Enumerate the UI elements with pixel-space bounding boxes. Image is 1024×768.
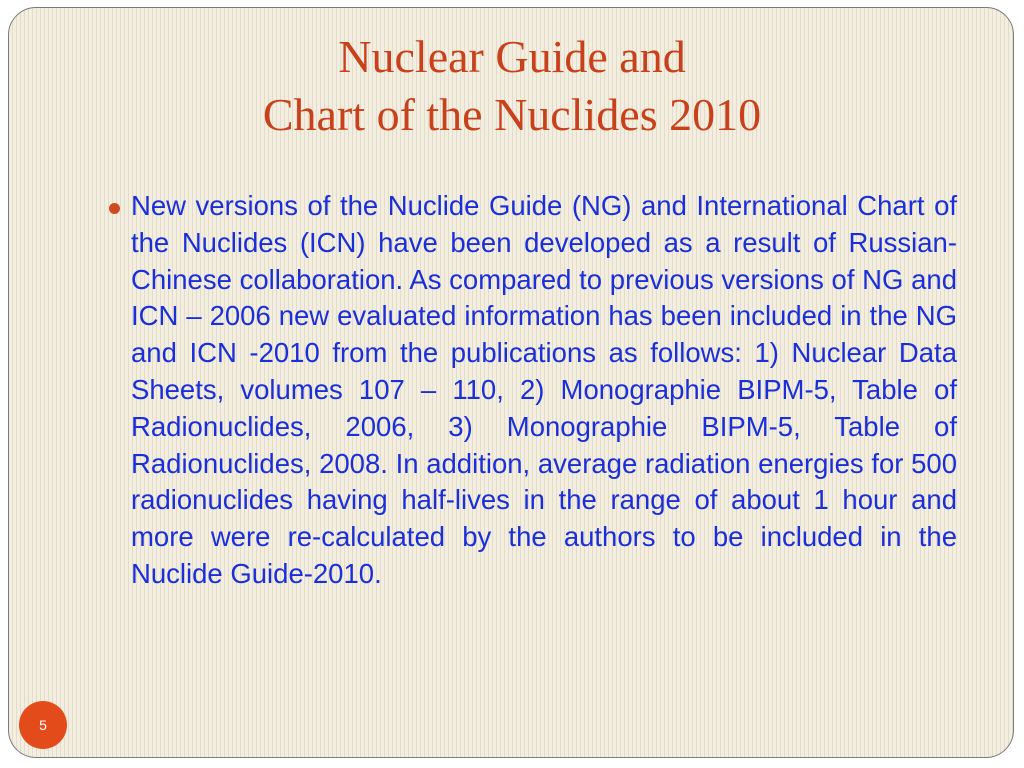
- bullet-item: [109, 188, 957, 593]
- slide: [8, 7, 1014, 758]
- title-line-1: Nuclear Guide and: [338, 31, 686, 82]
- page-number-badge: 5: [19, 701, 67, 749]
- title-line-2: Chart of the Nuclides 2010: [262, 89, 762, 140]
- slide-title: [9, 28, 1014, 144]
- bullet-text: New versions of the Nuclide Guide (NG) and International Chart of the Nuclides (ICN) have been developed as a result of Russian-Chinese collaboration. As compared to previous versions of NG and ICN – 2006 new evaluated information has been included in the NG and ICN -2010 from the publications as follows: 1) Nuclear Data Sheets, volumes 107 – 110, 2) Monographie BIPM-5, Table of Radionuclides, 2006, 3) Monographie BIPM-5, Table of Radionuclides, 2008. In addition, average radiation energies for 500 radionuclides having half-lives in the range of about 1 hour and more were re-calculated by the authors to be included in the Nuclide Guide-2010.: [131, 190, 957, 589]
- bullet-dot-icon: [109, 203, 120, 214]
